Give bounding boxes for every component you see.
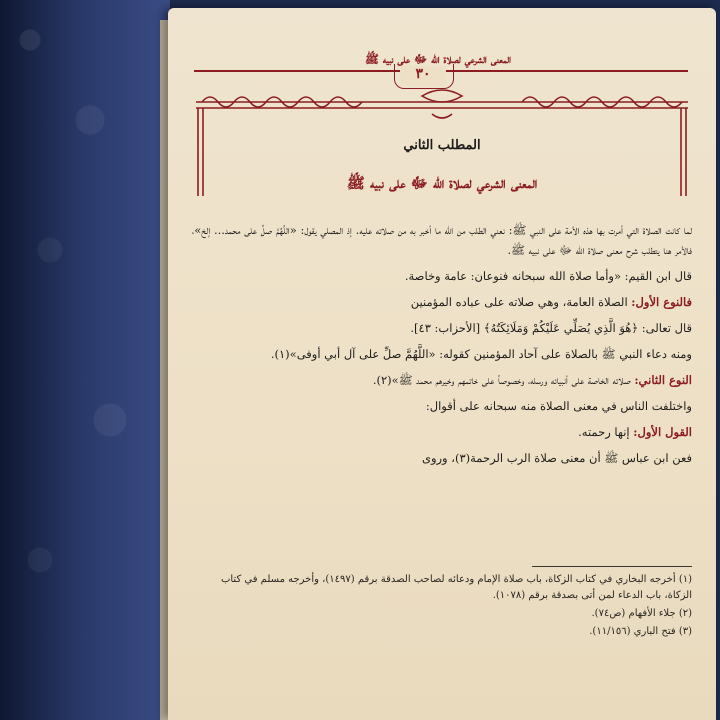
footnotes: [192, 572, 692, 642]
paragraph: فعن ابن عباس ﷺ أن معنى صلاة الرب الرحمة(٣)، وروى: [421, 451, 692, 465]
dua-ref: (١).: [270, 347, 290, 361]
type1-label: فالنوع الأول:: [631, 295, 692, 309]
type2-label: النوع الثاني:: [634, 373, 692, 387]
section-title: المعنى الشرعي لصلاة الله ﷻ على نبيه ﷺ: [346, 174, 538, 192]
paragraph: [192, 370, 692, 390]
page-number: ٣٠: [400, 66, 446, 86]
paragraph: [192, 292, 692, 312]
paragraph: قال ابن القيم: «وأما صلاة الله سبحانه فنوعان: عامة وخاصة.: [404, 269, 692, 283]
section-label: المطلب الثاني: [403, 138, 481, 153]
footnote-rule: [532, 566, 692, 567]
body-text: [192, 220, 692, 474]
footnote: (٢) جلاء الأفهام (ص٧٤).: [591, 608, 692, 619]
running-head: المعنى الشرعي لصلاة الله ﷻ على نبيه ﷺ: [364, 52, 512, 66]
background-pattern: [0, 0, 170, 720]
paragraph: [192, 422, 692, 442]
footnote: (٣) فتح الباري (١١/١٥٦).: [589, 626, 692, 637]
q1-label: القول الأول:: [633, 425, 692, 439]
quran-verse: قال تعالى: ﴿هُوَ الَّذِي يُصَلِّي عَلَيْكُمْ وَمَلَائِكَتُهُ﴾ [الأحزاب: ٤٣].: [410, 321, 692, 335]
paragraph: واختلفت الناس في معنى الصلاة منه سبحانه على أقوال:: [425, 399, 692, 413]
type2-text: صلاته الخاصة على أنبيائه ورسله، وخصوصاً على خاتمهم وخيرهم محمد ﷺ»(٢).: [372, 373, 631, 387]
type1-text: الصلاة العامة، وهي صلاته على عباده المؤمنين: [410, 295, 628, 309]
paragraph: لما كانت الصلاة التي أمرت بها هذه الأمة على النبي ﷺ: نعني الطلب من الله ما أخبر به من صلاته عليه. إذ المصلي يقول: «اللَّهُمَّ صلِّ على محمد... إلخ»، فالأمر هنا يتطلب شرح معنى صلاة الله ﷻ على نبيه ﷺ.: [192, 223, 692, 257]
footnote: (١) أخرجه البخاري في كتاب الزكاة، باب صلاة الإمام ودعائه لصاحب الصدقة برقم (١٤٩٧)، وأخرجه مسلم في كتاب الزكاة، باب الدعاء لمن أتى بصدقة برقم (١٠٧٨).: [220, 574, 692, 601]
book-page: [168, 8, 716, 720]
paragraph: [192, 344, 692, 364]
dua-text: ومنه دعاء النبي ﷺ بالصلاة على آحاد المؤمنين كقوله: «اللَّهُمَّ صلِّ على آل أبي أوفى»: [289, 347, 692, 361]
q1-text: إنها رحمته.: [578, 425, 630, 439]
